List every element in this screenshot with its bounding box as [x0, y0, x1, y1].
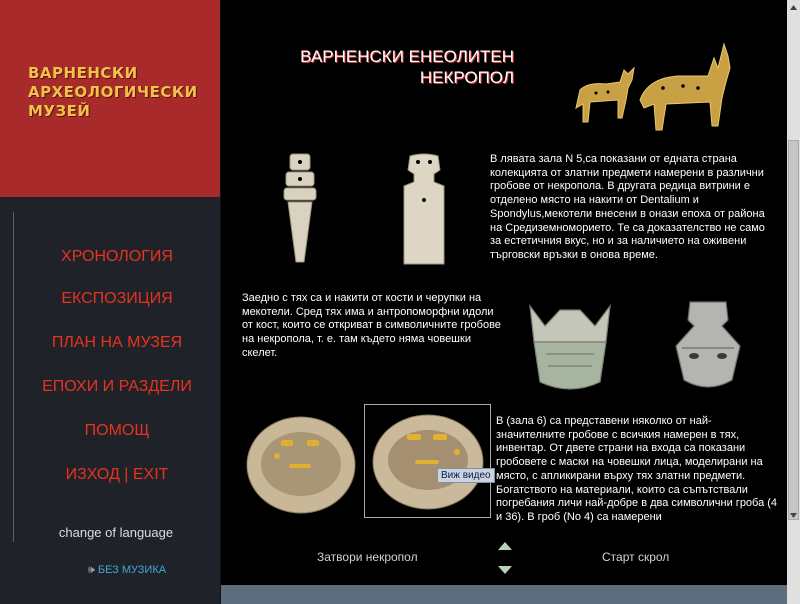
- paragraph-hall-6: В (зала 6) са представени няколко от най-значителните гробове с всичкия намерен в тях, инвентар. От двете страни на входа са показани гробовете с маски на човешки лица, моделирани на място, с апликирани върху тях златни предмети. Богатството на материали, които са съпътствали погребания личи най-добре в два символични гроба (4 и 36). В гроб (No 4) са намерени: [496, 415, 778, 523]
- page-title: [262, 46, 514, 88]
- close-necropolis-link[interactable]: Затвори некропол: [317, 550, 418, 564]
- paragraph-gold-collection: В лявата зала N 5,са показани от едната страна колекцията от златни предмети намерени в различни гробове от некропола. В другата редица витрини е отделено място на накити от Dentalium и Spondylus,мекотели внесени в онази епоха от района на Средиземноморието. Те са доказателство не само за естетичния вкус, но и за наличието на оживени търговски връзки в онова време.: [490, 153, 765, 261]
- title-line-1: ВАРНЕНСКИ ЕНЕОЛИТЕН: [300, 47, 514, 66]
- scroll-up-icon[interactable]: [788, 2, 799, 13]
- bottom-strip: [221, 585, 787, 604]
- nav-exhibition[interactable]: ЕКСПОЗИЦИЯ: [61, 290, 173, 307]
- music-toggle[interactable]: [0, 564, 254, 577]
- title-line-2: НЕКРОПОЛ: [419, 68, 514, 87]
- start-scroll-link[interactable]: Старт скрол: [602, 550, 670, 564]
- speaker-icon: 🕪︎: [87, 564, 95, 576]
- nav-museum-plan[interactable]: ПЛАН НА МУЗЕЯ: [51, 334, 183, 351]
- museum-logo: [28, 64, 198, 121]
- scroll-up-arrow-icon[interactable]: [497, 541, 513, 551]
- logo-line-3: МУЗЕЙ: [28, 102, 91, 120]
- nav-chronology[interactable]: ХРОНОЛОГИЯ: [61, 248, 173, 265]
- grave-mask-1-image: [245, 414, 357, 516]
- grave-mask-2-image: [371, 412, 485, 512]
- scrollbar-thumb[interactable]: [788, 140, 799, 520]
- scroll-down-icon[interactable]: [788, 510, 799, 521]
- nav-epochs-sections[interactable]: ЕПОХИ И РАЗДЕЛИ: [42, 378, 192, 395]
- logo-line-1: ВАРНЕНСКИ: [28, 64, 138, 82]
- watch-video-tooltip[interactable]: Виж видео: [437, 468, 495, 483]
- ceramic-vessel-1-image: [520, 296, 620, 398]
- logo-line-2: АРХЕОЛОГИЧЕСКИ: [28, 83, 198, 101]
- bone-idol-2-image: [398, 152, 450, 267]
- scroll-down-arrow-icon[interactable]: [497, 565, 513, 575]
- nav-help[interactable]: ПОМОЩ: [84, 422, 150, 439]
- change-language-link[interactable]: change of language: [58, 525, 174, 540]
- gold-animals-image: [568, 38, 778, 133]
- nav-exit[interactable]: ИЗХОД | EXIT: [65, 466, 169, 483]
- bone-idol-1-image: [270, 152, 330, 267]
- paragraph-bone-idols: Заедно с тях са и накити от кости и черупки на мекотели. Сред тях има и антропоморфни идоли от кост, които се откриват в символичните гробове на некропола, т. е. там където няма човешки скелет.: [242, 292, 501, 359]
- ceramic-vessel-2-image: [668, 296, 748, 396]
- music-toggle-label: БЕЗ МУЗИКА: [97, 564, 167, 576]
